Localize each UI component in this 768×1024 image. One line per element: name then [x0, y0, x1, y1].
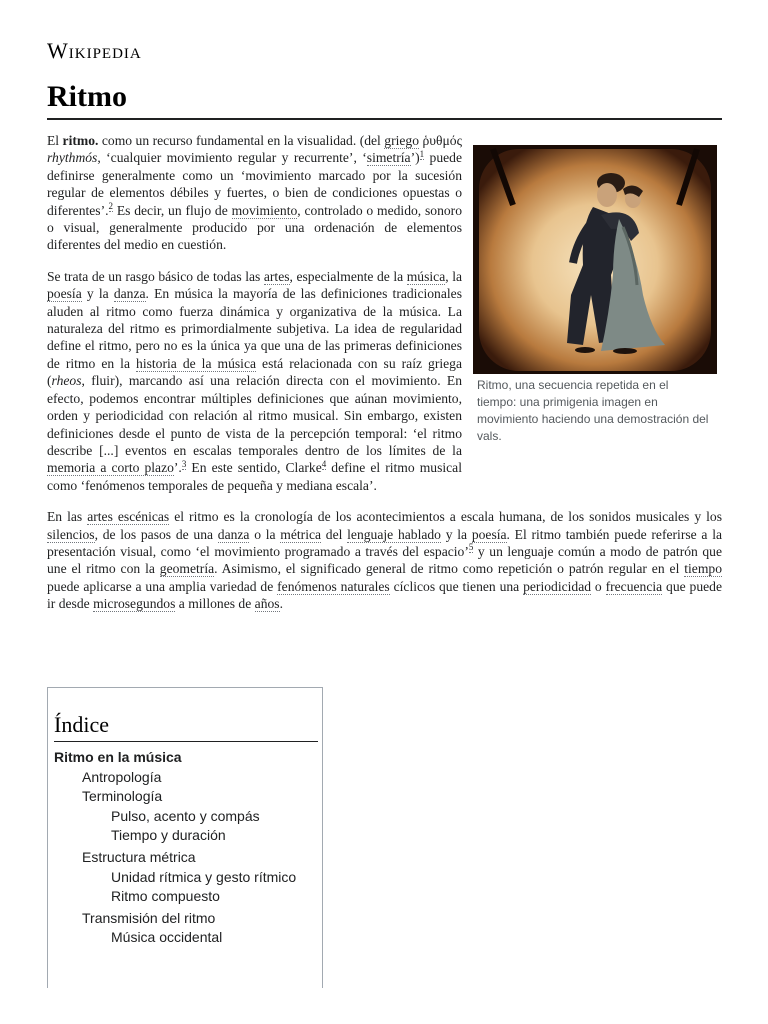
link-frecuencia[interactable]: frecuencia	[605, 578, 663, 594]
reference-1[interactable]: 1	[419, 148, 425, 159]
reference-3[interactable]: 3	[181, 458, 187, 469]
link-danza[interactable]: danza	[217, 526, 250, 542]
toc-item-musica-occidental[interactable]: Música occidental	[111, 929, 223, 946]
toc-item-tiempo-y-duracion[interactable]: Tiempo y duración	[111, 827, 226, 844]
article-figure	[473, 145, 717, 445]
second-paragraph: Se trata de un rasgo básico de todas las artes, especialmente de la música, la poesía y la danza. En música la mayoría de las definiciones tradicionales aluden al ritmo como fuerza dinámica y organizativa de la música. La naturaleza del ritmo es primordialmente subjetiva. La idea de regularidad define el ritmo, pero no es la única ya que una de las primeras definiciones de ritmo en la historia de la música está relacionada con su raíz griega (rheos, fluir), marcando así una relación directa con el movimiento. En efecto, podemos encontrar múltiples definiciones que aúnan movimiento, orden y periodicidad con relación al ritmo musical. Sin embargo, existen definiciones desde el punto de vista de la percepción temporal: ‘el ritmo describe [...] eventos en escalas temporales dentro de los límites de la memoria a corto plazo’.$^3$ En este sentido, Clarke$^4$ define el ritmo musical como ‘fenómenos temporales de pequeña y mediana escala’.	[47, 268, 463, 493]
toc-list	[48, 748, 322, 948]
link-microsegundos[interactable]: microsegundos	[93, 596, 176, 612]
toc-item-ritmo-compuesto[interactable]: Ritmo compuesto	[111, 888, 220, 905]
bold-term: ritmo.	[62, 133, 99, 148]
reference-5[interactable]: 5	[468, 542, 474, 553]
link-memoria-a-corto-plazo[interactable]: memoria a corto plazo	[47, 460, 174, 476]
link-metrica[interactable]: métrica	[280, 526, 322, 542]
toc-item-unidad-ritmica[interactable]: Unidad rítmica y gesto rítmico	[111, 868, 297, 885]
toc-title: Índice	[54, 710, 318, 742]
toc-item-antropologia[interactable]: Antropología	[82, 768, 162, 785]
link-silencios[interactable]: silencios	[47, 526, 95, 542]
link-periodicidad[interactable]: periodicidad	[523, 578, 592, 594]
intro-paragraph: El ritmo. como un recurso fundamental en la visualidad. (del griego ῥυθμός rhythmós, ‘cualquier movimiento regular y recurrente’, ‘simetría’)$^1$ puede definirse generalmente como un ‘movimiento marcado por la sucesión regular de elementos débiles y fuertes, o bien de condiciones opuestas o diferentes’.$^2$ Es decir, un flujo de movimiento, controlado o medido, sonoro o visual, generalmente producido por una ordenación de elementos diferentes del medio en cuestión.	[47, 133, 462, 253]
link-lenguaje-hablado[interactable]: lenguaje hablado	[347, 526, 441, 542]
reference-4[interactable]: 4	[321, 458, 327, 469]
link-artes-escenicas[interactable]: artes escénicas	[87, 509, 170, 525]
waltz-dancers-image[interactable]	[473, 145, 717, 374]
third-paragraph: En las artes escénicas el ritmo es la cronología de los acontecimientos a escala humana, de los sonidos musicales y los silencios, de los pasos de una danza o la métrica del lenguaje hablado y la poesía. El ritmo también puede referirse a la presentación visual, como ‘el movimiento programado a través del espacio’$^5$ y un lenguaje común a modo de patrón que une el ritmo con la geometría. Asimismo, el significado general de ritmo como repetición o patrón regular en el tiempo puede aplicarse a una amplia variedad de fenómenos naturales cíclicos que tienen una periodicidad o frecuencia que puede ir desde microsegundos a millones de años.	[47, 509, 723, 612]
italic-term: rhythmós	[47, 150, 98, 166]
link-movimiento[interactable]: movimiento	[231, 202, 298, 218]
toc-item-terminologia[interactable]: Terminología	[82, 788, 163, 805]
link-poesia[interactable]: poesía	[47, 286, 82, 302]
link-danza[interactable]: danza	[113, 286, 146, 302]
toc-item-estructura-metrica[interactable]: Estructura métrica	[82, 848, 196, 865]
wikipedia-wordmark[interactable]: Wikipedia	[47, 38, 142, 63]
toc-item-pulso-acento-y-compas[interactable]: Pulso, acento y compás	[111, 807, 260, 824]
page-title: Ritmo	[47, 78, 722, 120]
link-griego[interactable]: griego	[384, 133, 420, 148]
reference-2[interactable]: 2	[108, 201, 114, 212]
link-geometria[interactable]: geometría	[159, 561, 215, 577]
italic-term: rheos	[51, 373, 82, 389]
toc-item-transmision-del-ritmo[interactable]: Transmisión del ritmo	[82, 909, 216, 926]
link-tiempo[interactable]: tiempo	[684, 561, 722, 577]
toc-item-ritmo-en-la-musica[interactable]: Ritmo en la música	[54, 749, 182, 765]
link-poesia[interactable]: poesía	[471, 526, 507, 542]
figure-caption: Ritmo, una secuencia repetida en el tiempo: una primigenia imagen en movimiento haciendo una demostración del vals.	[477, 378, 709, 443]
link-historia-de-la-musica[interactable]: historia de la música	[136, 355, 257, 371]
link-anos[interactable]: años	[254, 596, 280, 612]
link-fenomenos-naturales[interactable]: fenómenos naturales	[277, 578, 390, 594]
table-of-contents	[47, 687, 323, 988]
link-simetria[interactable]: simetría	[366, 150, 411, 166]
link-artes[interactable]: artes	[263, 268, 290, 284]
link-musica[interactable]: música	[406, 268, 446, 284]
